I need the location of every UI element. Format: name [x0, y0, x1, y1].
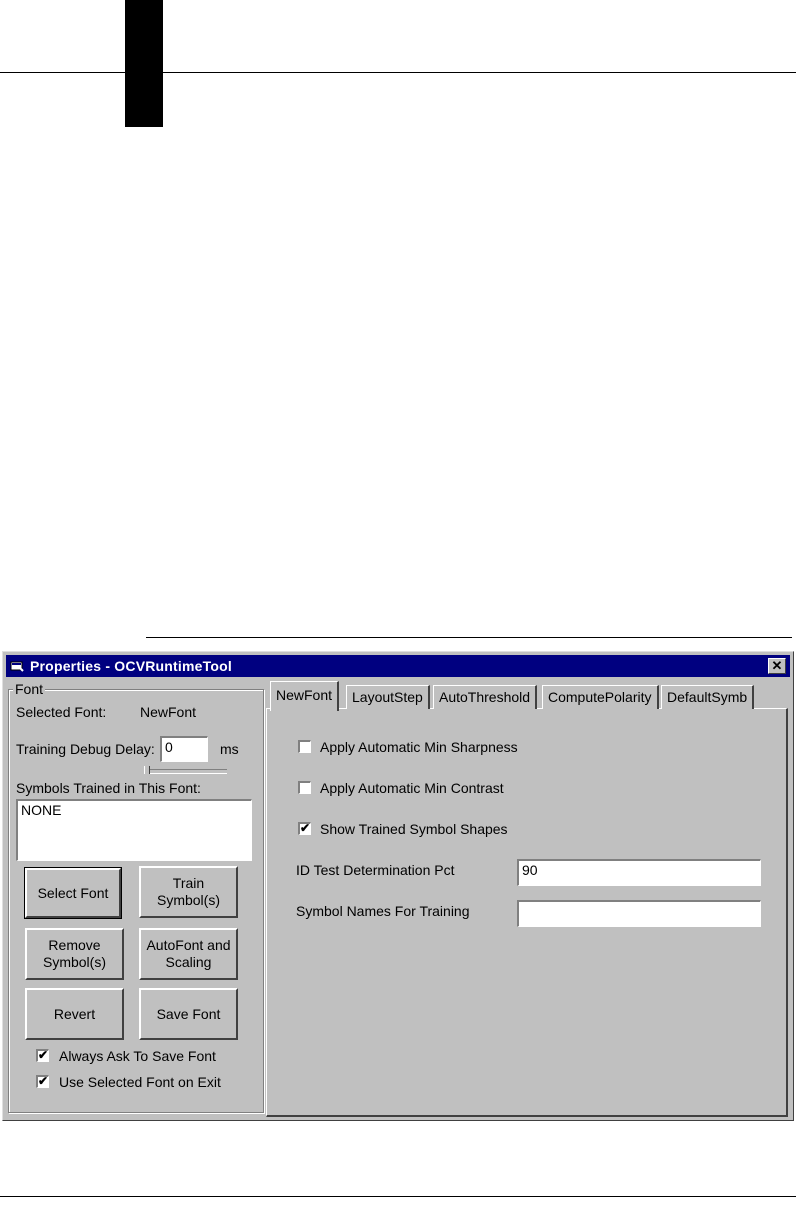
close-button[interactable] [768, 658, 786, 674]
debug-delay-slider[interactable] [145, 769, 227, 774]
use-selected-checkbox[interactable]: ✔ [38, 1074, 49, 1088]
always-ask-label[interactable]: Always Ask To Save Font [59, 1048, 216, 1064]
figure-top-rule [146, 637, 792, 638]
debug-delay-input[interactable]: 0 [160, 736, 208, 762]
apply-min-sharpness-label[interactable]: Apply Automatic Min Sharpness [320, 739, 518, 755]
select-font-button[interactable]: Select Font [25, 868, 121, 918]
title-bar[interactable] [6, 655, 790, 677]
save-font-button[interactable]: Save Font [139, 988, 238, 1040]
id-test-input[interactable]: 90 [517, 859, 761, 886]
symbol-names-label: Symbol Names For Training [296, 903, 470, 919]
debug-delay-unit: ms [220, 741, 239, 757]
chapter-tab-marker [125, 0, 163, 127]
close-icon: ✕ [771, 658, 783, 673]
tab-computepolarity[interactable]: ComputePolarity [542, 685, 659, 709]
symbols-trained-list[interactable]: NONE [16, 799, 252, 861]
remove-symbols-button[interactable]: Remove Symbol(s) [25, 928, 124, 980]
use-selected-label[interactable]: Use Selected Font on Exit [59, 1074, 221, 1090]
apply-min-contrast-checkbox[interactable] [298, 781, 311, 794]
selected-font-label: Selected Font: [16, 704, 107, 720]
symbols-trained-label: Symbols Trained in This Font: [16, 780, 201, 796]
footer-rule [0, 1196, 796, 1197]
train-symbols-button[interactable]: Train Symbol(s) [139, 866, 238, 918]
tab-layoutstep[interactable]: LayoutStep [346, 685, 430, 709]
always-ask-checkbox[interactable]: ✔ [38, 1048, 49, 1062]
app-icon [10, 659, 24, 673]
font-group-legend: Font [15, 681, 44, 697]
debug-delay-slider-thumb[interactable] [144, 766, 150, 774]
window-title: Properties - OCVRuntimeTool [30, 658, 232, 674]
debug-delay-label: Training Debug Delay: [16, 741, 155, 757]
symbol-names-input[interactable] [517, 900, 761, 927]
tab-autothreshold[interactable]: AutoThreshold [433, 685, 537, 709]
apply-min-contrast-label[interactable]: Apply Automatic Min Contrast [320, 780, 504, 796]
apply-min-sharpness-checkbox[interactable] [298, 740, 311, 753]
id-test-label: ID Test Determination Pct [296, 862, 455, 878]
tab-newfont[interactable]: NewFont [270, 681, 339, 711]
header-rule [0, 72, 796, 73]
revert-button[interactable]: Revert [25, 988, 124, 1040]
show-trained-shapes-label[interactable]: Show Trained Symbol Shapes [320, 821, 508, 837]
show-trained-shapes-checkbox[interactable]: ✔ [300, 821, 311, 835]
tab-defaultsymb[interactable]: DefaultSymb [661, 685, 754, 709]
autofont-scaling-button[interactable]: AutoFont and Scaling [139, 928, 238, 980]
selected-font-value: NewFont [140, 704, 197, 720]
